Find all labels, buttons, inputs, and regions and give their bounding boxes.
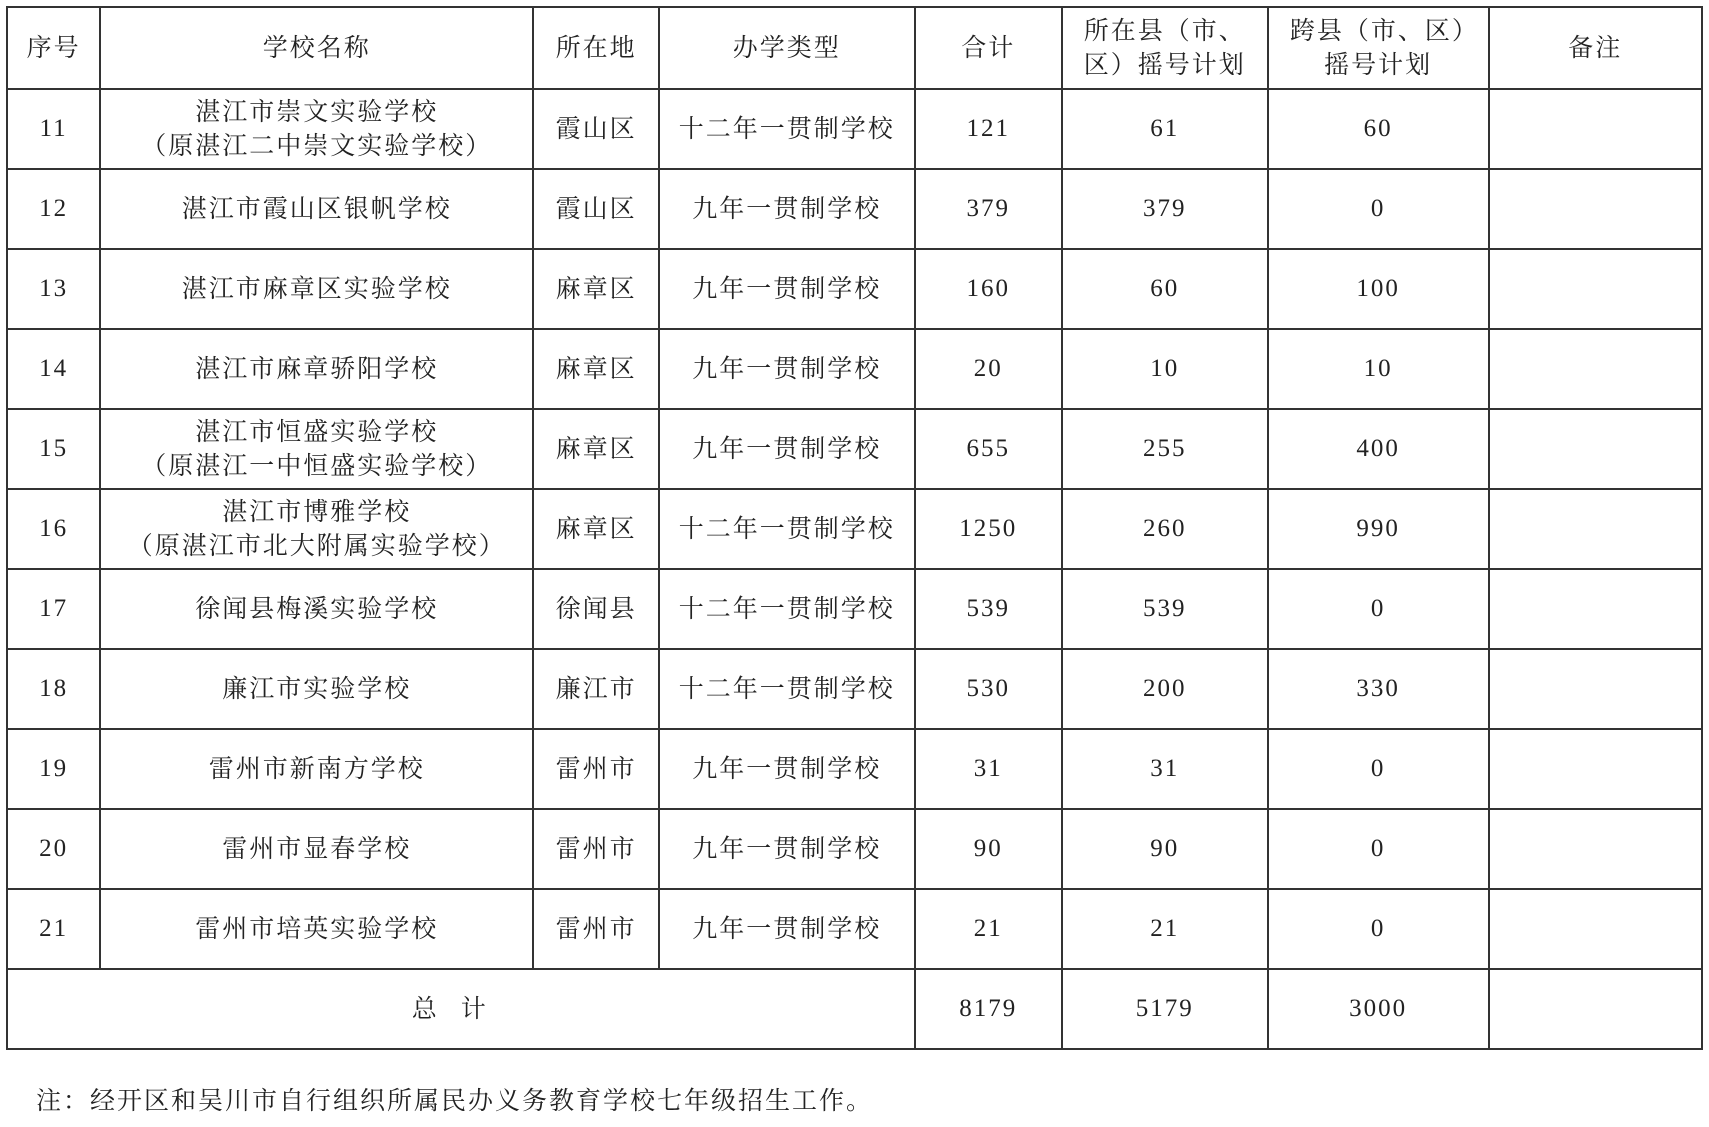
header-no: 序号: [7, 7, 100, 89]
row-total: 20: [915, 329, 1062, 409]
header-location: 所在地: [533, 7, 659, 89]
row-total: 21: [915, 889, 1062, 969]
row-location: 麻章区: [533, 489, 659, 569]
row-school-name: [100, 809, 533, 889]
row-location: 廉江市: [533, 649, 659, 729]
row-total: 160: [915, 249, 1062, 329]
row-no: 14: [7, 329, 100, 409]
row-remark: [1489, 489, 1702, 569]
school-name-line: 雷州市新南方学校: [208, 754, 425, 783]
row-school-type: 九年一贯制学校: [659, 889, 915, 969]
table-row: [7, 809, 1702, 889]
totals-row: [7, 969, 1702, 1049]
row-school-type: 九年一贯制学校: [659, 169, 915, 249]
row-no: 15: [7, 409, 100, 489]
table-row: [7, 729, 1702, 809]
row-in-county: 21: [1062, 889, 1268, 969]
table-row: [7, 409, 1702, 489]
school-former-name-line: （原湛江一中恒盛实验学校）: [141, 451, 493, 480]
totals-label-cell: [7, 969, 915, 1049]
row-school-name: [100, 249, 533, 329]
row-total: 655: [915, 409, 1062, 489]
row-school-name: [100, 409, 533, 489]
school-name-line: 徐闻县梅溪实验学校: [195, 594, 439, 623]
school-name-line: 湛江市霞山区银帆学校: [181, 194, 452, 223]
row-no: 13: [7, 249, 100, 329]
row-total: 539: [915, 569, 1062, 649]
row-remark: [1489, 889, 1702, 969]
row-remark: [1489, 409, 1702, 489]
row-no: 18: [7, 649, 100, 729]
row-school-type: 九年一贯制学校: [659, 329, 915, 409]
row-school-type: 九年一贯制学校: [659, 729, 915, 809]
header-remarks: 备注: [1489, 7, 1702, 89]
school-name-line: 湛江市恒盛实验学校: [195, 417, 439, 446]
row-cross-county: 400: [1268, 409, 1489, 489]
row-school-name: [100, 89, 533, 169]
row-cross-county: 0: [1268, 729, 1489, 809]
row-in-county: 379: [1062, 169, 1268, 249]
row-total: 90: [915, 809, 1062, 889]
row-no: 21: [7, 889, 100, 969]
row-no: 17: [7, 569, 100, 649]
row-school-type: 九年一贯制学校: [659, 409, 915, 489]
row-in-county: 90: [1062, 809, 1268, 889]
totals-total: 8179: [915, 969, 1062, 1049]
row-in-county: 61: [1062, 89, 1268, 169]
row-total: 1250: [915, 489, 1062, 569]
row-school-name: [100, 169, 533, 249]
totals-cross-county: 3000: [1268, 969, 1489, 1049]
row-cross-county: 990: [1268, 489, 1489, 569]
row-total: 121: [915, 89, 1062, 169]
row-remark: [1489, 249, 1702, 329]
totals-remark: [1489, 969, 1702, 1049]
row-cross-county: 0: [1268, 569, 1489, 649]
school-name-line: 湛江市麻章区实验学校: [181, 274, 452, 303]
row-cross-county: 0: [1268, 889, 1489, 969]
row-in-county: 255: [1062, 409, 1268, 489]
row-location: 麻章区: [533, 249, 659, 329]
row-total: 379: [915, 169, 1062, 249]
row-in-county: 60: [1062, 249, 1268, 329]
row-remark: [1489, 569, 1702, 649]
school-name-line: 湛江市崇文实验学校: [195, 97, 439, 126]
footnote: 注：经开区和吴川市自行组织所属民办义务教育学校七年级招生工作。: [36, 1086, 874, 1115]
row-in-county: 260: [1062, 489, 1268, 569]
school-name-line: 湛江市麻章骄阳学校: [195, 354, 439, 383]
table-header-row: [7, 7, 1702, 89]
row-location: 雷州市: [533, 729, 659, 809]
row-in-county: 539: [1062, 569, 1268, 649]
row-school-name: [100, 649, 533, 729]
row-remark: [1489, 169, 1702, 249]
row-school-type: 十二年一贯制学校: [659, 569, 915, 649]
enrollment-plan-table: [6, 6, 1703, 1050]
row-in-county: 31: [1062, 729, 1268, 809]
row-school-name: [100, 329, 533, 409]
table-row: [7, 89, 1702, 169]
row-school-type: 九年一贯制学校: [659, 809, 915, 889]
table-body: [7, 89, 1702, 969]
row-remark: [1489, 729, 1702, 809]
row-school-name: [100, 489, 533, 569]
row-remark: [1489, 89, 1702, 169]
totals-label: 总计: [411, 994, 510, 1023]
row-in-county: 10: [1062, 329, 1268, 409]
row-cross-county: 0: [1268, 169, 1489, 249]
table-row: [7, 489, 1702, 569]
school-name-line: 雷州市培英实验学校: [195, 914, 439, 943]
header-school-type: 办学类型: [659, 7, 915, 89]
row-school-type: 九年一贯制学校: [659, 249, 915, 329]
row-no: 19: [7, 729, 100, 809]
row-total: 530: [915, 649, 1062, 729]
row-cross-county: 10: [1268, 329, 1489, 409]
totals-in-county: 5179: [1062, 969, 1268, 1049]
row-in-county: 200: [1062, 649, 1268, 729]
row-no: 16: [7, 489, 100, 569]
row-cross-county: 0: [1268, 809, 1489, 889]
row-remark: [1489, 649, 1702, 729]
row-location: 麻章区: [533, 409, 659, 489]
row-remark: [1489, 329, 1702, 409]
table-row: [7, 889, 1702, 969]
school-former-name-line: （原湛江市北大附属实验学校）: [127, 531, 506, 560]
row-no: 11: [7, 89, 100, 169]
row-school-name: [100, 889, 533, 969]
row-school-name: [100, 729, 533, 809]
school-name-line: 雷州市显春学校: [222, 834, 412, 863]
table-row: [7, 649, 1702, 729]
row-no: 12: [7, 169, 100, 249]
row-cross-county: 60: [1268, 89, 1489, 169]
row-no: 20: [7, 809, 100, 889]
row-school-type: 十二年一贯制学校: [659, 89, 915, 169]
row-location: 麻章区: [533, 329, 659, 409]
row-cross-county: 330: [1268, 649, 1489, 729]
row-location: 徐闻县: [533, 569, 659, 649]
row-location: 雷州市: [533, 889, 659, 969]
row-school-type: 十二年一贯制学校: [659, 649, 915, 729]
school-former-name-line: （原湛江二中崇文实验学校）: [141, 131, 493, 160]
school-name-line: 湛江市博雅学校: [222, 497, 412, 526]
school-name-line: 廉江市实验学校: [222, 674, 412, 703]
row-location: 霞山区: [533, 89, 659, 169]
header-in-county-plan: 所在县（市、区）摇号计划: [1062, 7, 1268, 89]
header-cross-county-plan: 跨县（市、区）摇号计划: [1268, 7, 1489, 89]
row-school-type: 十二年一贯制学校: [659, 489, 915, 569]
table-row: [7, 569, 1702, 649]
table-row: [7, 169, 1702, 249]
row-cross-county: 100: [1268, 249, 1489, 329]
row-school-name: [100, 569, 533, 649]
row-remark: [1489, 809, 1702, 889]
row-location: 霞山区: [533, 169, 659, 249]
row-location: 雷州市: [533, 809, 659, 889]
table-row: [7, 329, 1702, 409]
table-row: [7, 249, 1702, 329]
header-school-name: 学校名称: [100, 7, 533, 89]
header-total: 合计: [915, 7, 1062, 89]
row-total: 31: [915, 729, 1062, 809]
